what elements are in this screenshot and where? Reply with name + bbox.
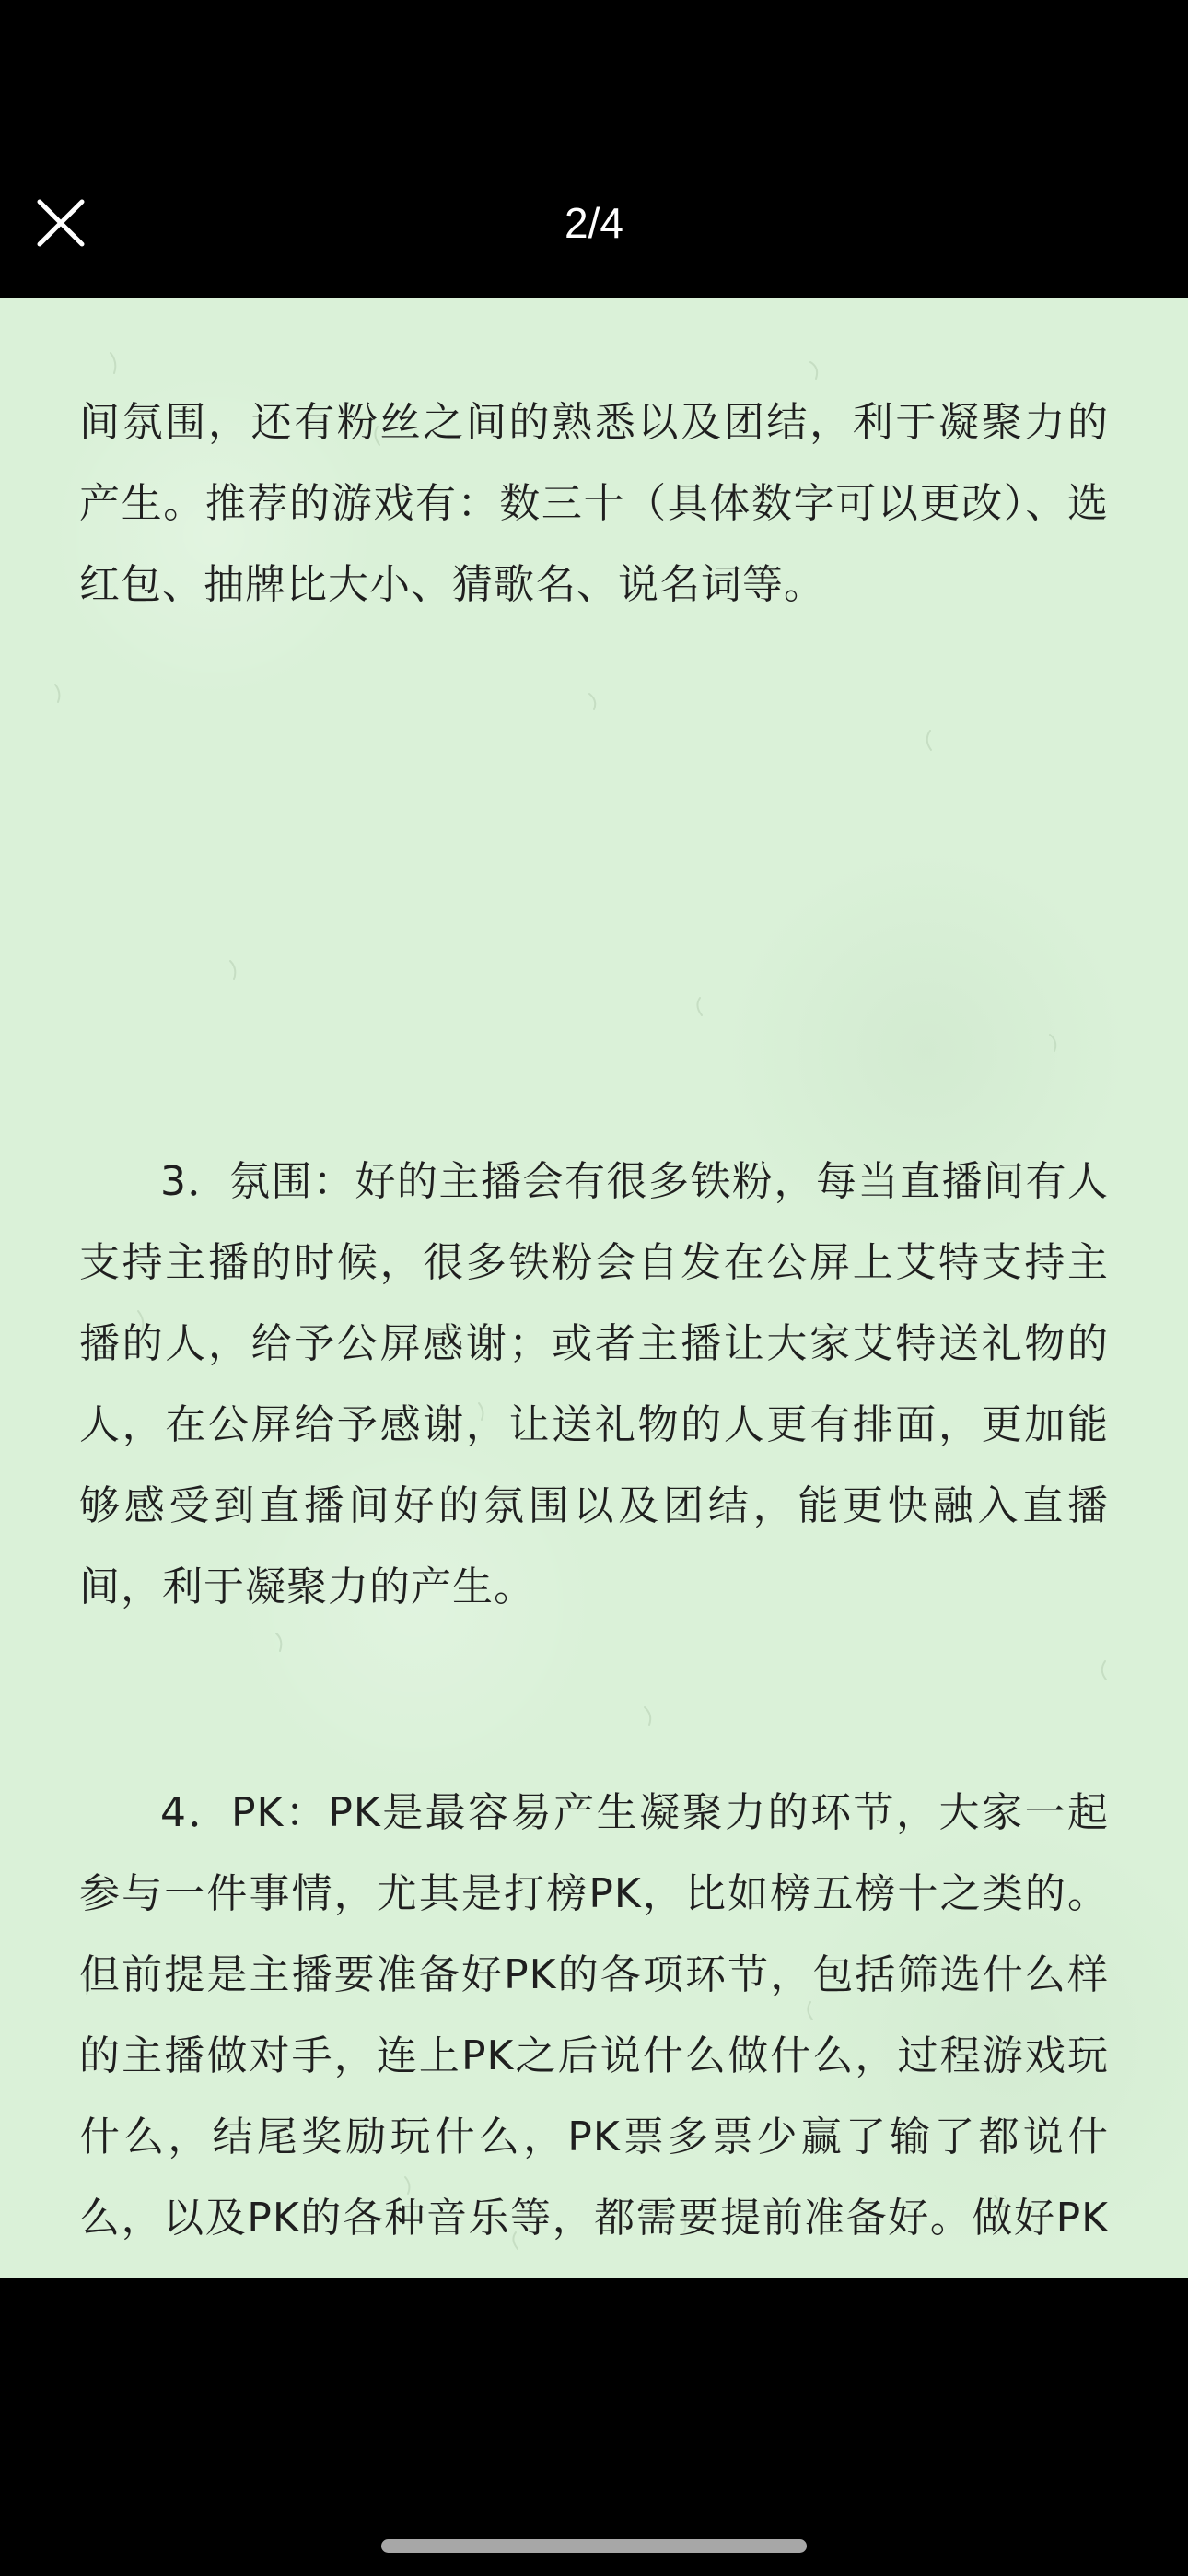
paragraph-pk: 4．PK：PK是最容易产生凝聚力的环节，大家一起参与一件事情，尤其是打榜PK，比如榜五榜十之类的。但前提是主播要准备好PK的各项环节，包括筛选什么样的主播做对手，连上PK之后说什么做什么，过程游戏玩什么，结尾奖励玩什么，PK票多票少赢了输了都说什么，以及PK的各种音乐等，都需要提前准备好。做好PK — [79, 1789, 1109, 2242]
document-page[interactable] — [0, 298, 1188, 2278]
paragraph-atmosphere: 3．氛围：好的主播会有很多铁粉，每当直播间有人支持主播的时候，很多铁粉会自发在公屏上艾特支持主播的人，给予公屏感谢；或者主播让大家艾特送礼物的人，在公屏给予感谢，让送礼物的人更有排面，更加能够感受到直播间好的氛围以及团结，能更快融入直播间，利于凝聚力的产生。 — [79, 1158, 1109, 1610]
page-counter: 2/4 — [565, 199, 623, 247]
paragraph-continuation: 间氛围，还有粉丝之间的熟悉以及团结，利于凝聚力的产生。推荐的游戏有：数三十（具体数字可以更改）、选红包、抽牌比大小、猜歌名、说名词等。 — [79, 399, 1109, 608]
viewer-top-bar — [0, 0, 1188, 298]
viewer-bottom-area — [0, 2278, 1188, 2576]
home-indicator[interactable] — [381, 2539, 807, 2553]
